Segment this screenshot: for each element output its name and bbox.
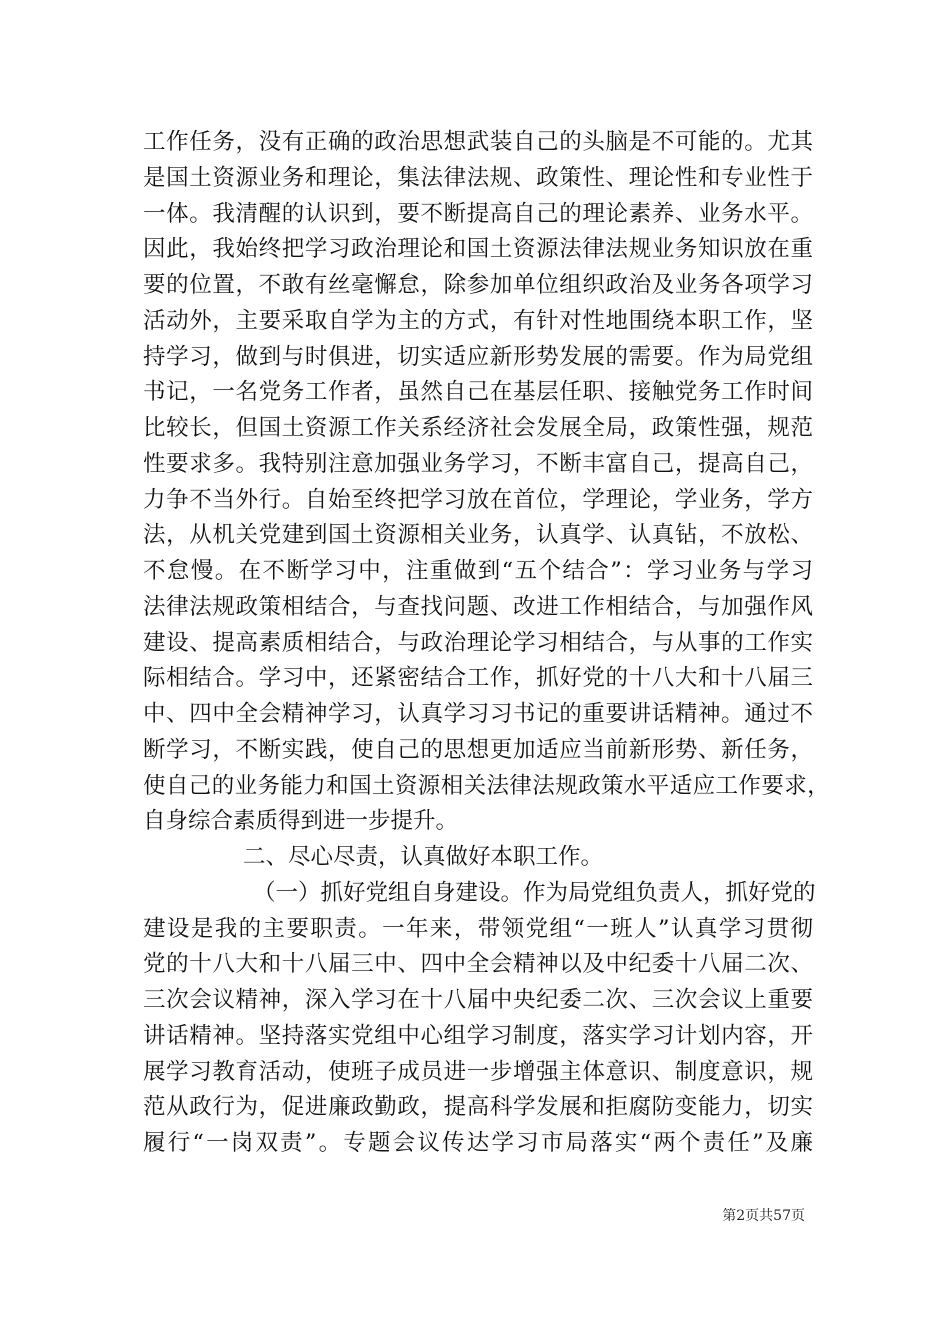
text-line: 力争不当外行。自始至终把学习放在首位，学理论，学业务，学方 [143,486,813,513]
text-line: 际相结合。学习中，还紧密结合工作，抓好党的十八大和十八届三 [143,665,813,692]
text-line: 使自己的业务能力和国土资源相关法律法规政策水平适应工作要求， [143,772,831,799]
text-line: 展学习教育活动，使班子成员进一步增强主体意识、制度意识，规 [143,1058,813,1085]
text-line: 不怠慢。在不断学习中，注重做到“五个结合”：学习业务与学习 [143,558,813,584]
text-line: 要的位置，不敢有丝毫懈怠，除参加单位组织政治及业务各项学习 [143,272,813,298]
text-line: 因此，我始终把学习政治理论和国土资源法律法规业务知识放在重 [143,236,813,263]
text-line: 法，从机关党建到国土资源相关业务，认真学、认真钻，不放松、 [143,522,813,549]
text-line: 党的十八大和十八届三中、四中全会精神以及中纪委十八届二次、 [143,951,813,978]
text-line: 一体。我清醒的认识到，要不断提高自己的理论素养、业务水平。 [143,200,813,227]
text-line: 法律法规政策相结合，与查找问题、改进工作相结合，与加强作风 [143,593,813,620]
text-line: 书记，一名党务工作者，虽然自己在基层任职、接触党务工作时间 [143,379,813,406]
text-line: 工作任务，没有正确的政治思想武装自己的头脑是不可能的。尤其 [143,129,813,155]
text-line: 活动外，主要采取自学为主的方式，有针对性地围绕本职工作，坚 [143,307,813,334]
text-line: 是国土资源业务和理论，集法律法规、政策性、理论性和专业性于 [143,164,813,191]
text-line: 断学习，不断实践，使自己的思想更加适应当前新形势、新任务， [143,736,813,763]
text-line: 建设是我的主要职责。一年来，带领党组“一班人”认真学习贯彻 [143,915,813,942]
text-line: 性要求多。我特别注意加强业务学习，不断丰富自己，提高自己， [143,450,813,477]
text-line: 自身综合素质得到进一步提升。 [143,808,459,835]
document-body [143,125,831,1162]
page-number: 第2页共57页 [722,1208,805,1224]
text-line: 履行“一岗双责”。专题会议传达学习市局落实“两个责任”及廉 [143,1130,813,1156]
text-line: 范从政行为，促进廉政勤政，提高科学发展和拒腐防变能力，切实 [143,1094,813,1121]
text-line: 中、四中全会精神学习，认真学习习书记的重要讲话精神。通过不 [143,701,813,727]
section-heading: 二、尽心尽责，认真做好本职工作。 [243,844,604,870]
subsection-heading-line: （一）抓好党组自身建设。作为局党组负责人，抓好党的 [253,879,816,906]
text-line: 三次会议精神，深入学习在十八届中央纪委二次、三次会议上重要 [143,987,813,1013]
text-line: 建设、提高素质相结合，与政治理论学习相结合，与从事的工作实 [143,629,813,656]
text-line: 比较长，但国土资源工作关系经济社会发展全局，政策性强，规范 [143,415,813,441]
text-line: 讲话精神。坚持落实党组中心组学习制度，落实学习计划内容，开 [143,1022,813,1049]
text-line: 持学习，做到与时俱进，切实适应新形势发展的需要。作为局党组 [143,343,813,370]
